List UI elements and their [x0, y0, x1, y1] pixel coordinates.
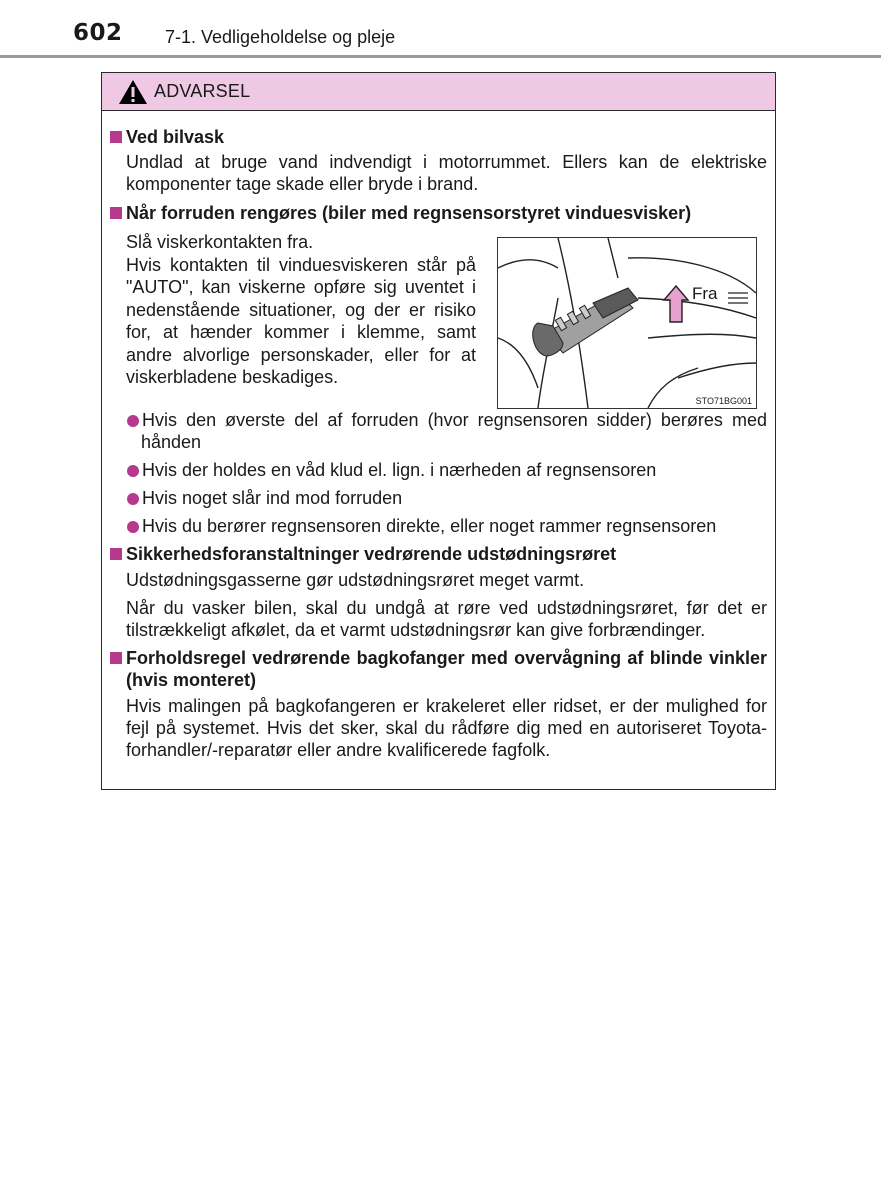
circle-bullet-icon [127, 465, 139, 477]
warning-content [102, 111, 775, 761]
section-text: Når du vasker bilen, skal du undgå at røre ved udstødningsrøret, før det er tilstrækkeligt afkølet, da et varmt udstødningsrør kan give forbrændinger. [126, 598, 767, 640]
circle-bullet-icon [127, 521, 139, 533]
section-text: Slå viskerkontakten fra. Hvis kontakten til vinduesviskeren står på "AUTO", kan viskerne opføre sig uventet i nedenstående situationer, og der er risiko for, at hænder kommer i klemme, samt andre alvorlige personskader, eller for at viskerbladene beskadiges. [126, 232, 476, 387]
section-heading: Når forruden rengøres (biler med regnsensorstyret vinduesvisker) [110, 202, 767, 224]
page-number: 602 [73, 20, 123, 46]
section-heading: Forholdsregel vedrørende bagkofanger med overvågning af blinde vinkler (hvis monteret) [110, 647, 767, 691]
section-heading: Ved bilvask [110, 126, 767, 148]
wiper-lever-illustration [498, 238, 756, 408]
warning-triangle-icon [118, 79, 148, 105]
header-rule [0, 55, 881, 58]
section-title: 7-1. Vedligeholdelse og pleje [165, 27, 396, 47]
section-heading: Sikkerhedsforanstaltninger vedrørende udstødningsrøret [110, 543, 767, 565]
figure-label-off: Fra [692, 284, 718, 303]
warning-header [102, 73, 775, 111]
circle-bullet-icon [127, 493, 139, 505]
warning-label: ADVARSEL [154, 81, 251, 101]
wiper-switch-figure [497, 237, 757, 409]
figure-row [110, 231, 767, 417]
list-item: Hvis der holdes en våd klud el. lign. i nærheden af regnsensoren [110, 459, 767, 481]
list-item: Hvis den øverste del af forruden (hvor regnsensoren sidder) berøres med hånden [110, 409, 767, 453]
list-item: Hvis noget slår ind mod forruden [110, 487, 767, 509]
square-bullet-icon [110, 652, 122, 664]
square-bullet-icon [110, 131, 122, 143]
circle-bullet-icon [127, 415, 139, 427]
figure-code: STO71BG001 [695, 396, 752, 406]
section-text: Hvis malingen på bagkofangeren er krakeleret eller ridset, er der mulighed for fejl på systemet. Hvis det sker, skal du rådføre dig med en autoriseret Toyota-forhandler/-reparatør eller andre kvalificerede fagfolk. [126, 696, 767, 760]
section-text: Udstødningsgasserne gør udstødningsrøret meget varmt. [126, 570, 585, 590]
section-text: Undlad at bruge vand indvendigt i motorrummet. Ellers kan de elektriske komponenter tage skade eller bryde i brand. [126, 152, 767, 194]
warning-box [101, 72, 776, 790]
list-item: Hvis du berører regnsensoren direkte, eller noget rammer regnsensoren [110, 515, 767, 537]
square-bullet-icon [110, 207, 122, 219]
square-bullet-icon [110, 548, 122, 560]
